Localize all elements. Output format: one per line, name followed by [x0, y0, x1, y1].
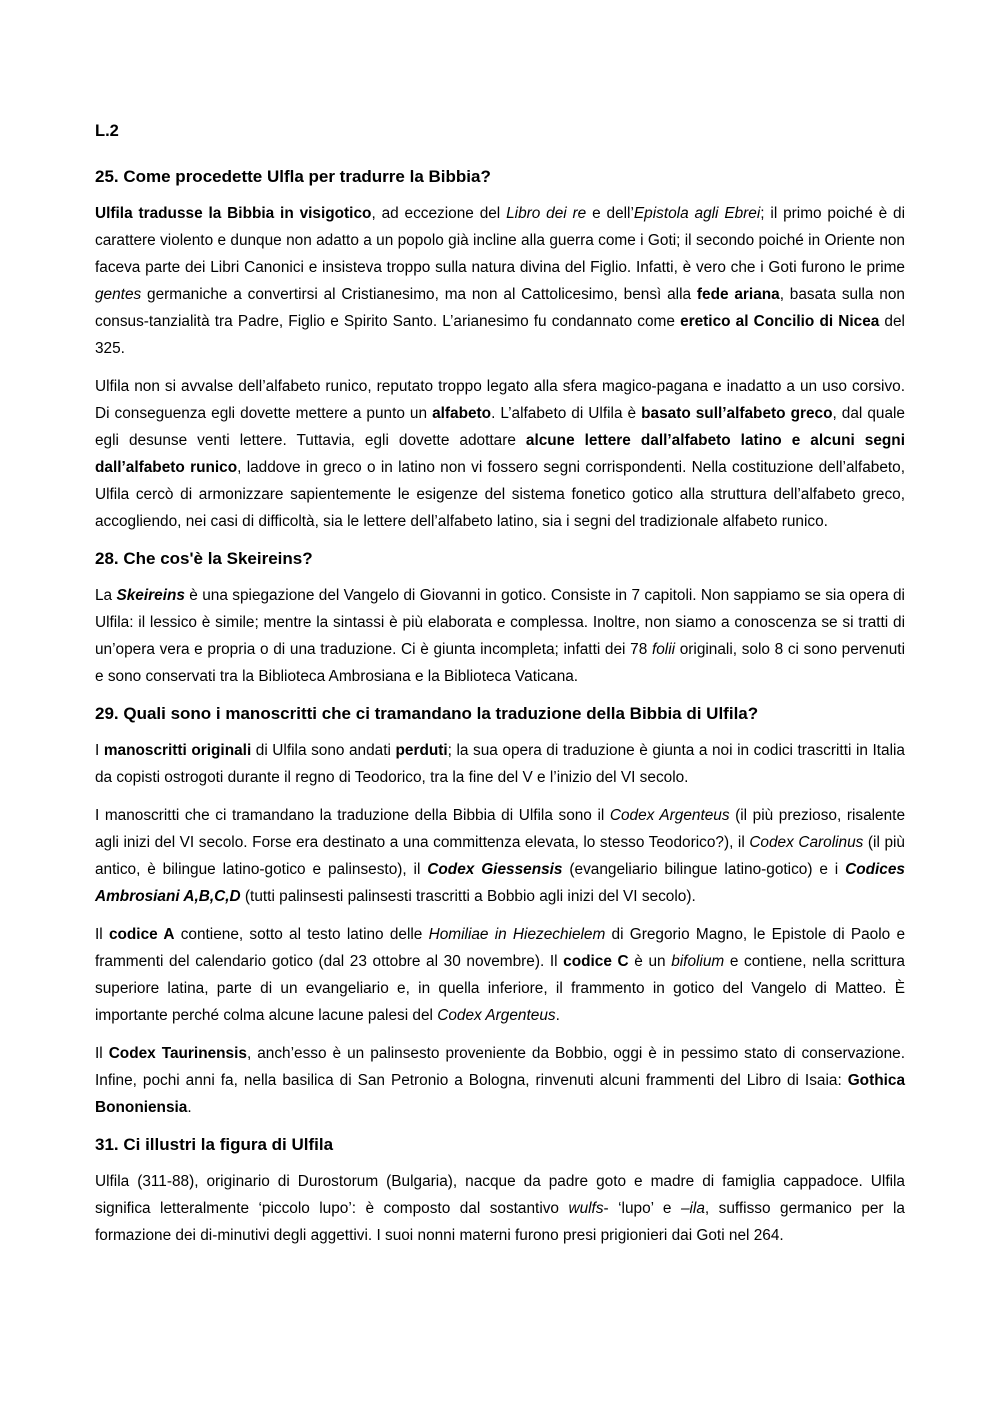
italic-text: wulfs	[568, 1200, 604, 1217]
section	[95, 546, 905, 690]
bold-text: eretico al Concilio di Nicea	[680, 313, 880, 330]
text-run: .	[187, 1099, 192, 1116]
italic-text: Codex Carolinus	[749, 834, 864, 851]
text-run: ; il primo poiché è di carattere violento e dunque non adatto a un popolo già incline alla guerra come i Goti; il secondo poiché in Oriente non faceva parte dei Libri Canonici e insisteva troppo sulla natura divina del Figlio. Infatti, è vero che i Goti furono le prime	[95, 205, 906, 276]
text-run: germaniche a convertirsi al Cristianesimo, ma non al Cattolicesimo, bensì alla	[141, 286, 697, 303]
bold-text: basato sull’alfabeto greco	[641, 405, 833, 422]
text-run: . L’alfabeto di Ulfila è	[491, 405, 642, 422]
bold-italic-text: Codices Ambrosiani A,B,C,D	[95, 861, 905, 905]
text-run: (tutti palinsesti palinsesti trascritti a Bobbio agli inizi del VI secolo).	[240, 888, 696, 905]
text-run: contiene, sotto al testo latino delle	[174, 926, 429, 943]
italic-text: –ila	[680, 1200, 705, 1217]
text-run: Ulfila non si avvalse dell’alfabeto runico, reputato troppo legato alla sfera magico-pagana e inadatto a un uso corsivo. Di conseguenza egli dovette mettere a punto un	[95, 378, 905, 422]
bold-text: fede ariana	[696, 286, 780, 303]
bold-text: codice A	[108, 926, 175, 943]
italic-text: Codex Argenteus	[609, 807, 730, 824]
section-title: 31. Ci illustri la figura di Ulfila	[95, 1135, 334, 1154]
paragraph	[95, 1040, 905, 1121]
text-run: , basata sulla non consus-tanzialità tra Padre, Figlio e Spirito Santo. L’arianesimo fu condannato come	[95, 286, 905, 330]
text-run: e contiene, nella scrittura superiore latina, parte di un evangeliario e, in quella inferiore, il frammento in gotico del Vangelo di Matteo. È importante perché colma alcune lacune palesi del	[95, 953, 905, 1024]
section-title: 29. Quali sono i manoscritti che ci tramandano la traduzione della Bibbia di Ulfila?	[95, 704, 759, 723]
bold-text: Ulfila tradusse la Bibbia in visigotico	[95, 205, 372, 222]
bold-italic-text: Skeireins	[116, 587, 185, 604]
paragraph	[95, 737, 905, 791]
lesson-label: L.2	[95, 122, 119, 140]
text-run: del 325.	[95, 313, 905, 357]
italic-text: Codex Argenteus	[437, 1007, 556, 1024]
text-run: Il	[95, 1045, 109, 1062]
text-run: di Gregorio Magno, le Epistole di Paolo e frammenti del calendario gotico (dal 23 ottobre al 30 novembre). Il	[95, 926, 905, 970]
section-title: 25. Come procedette Ulfla per tradurre la Bibbia?	[95, 167, 491, 186]
paragraph	[95, 200, 905, 362]
section	[95, 701, 905, 1121]
text-run: (il più prezioso, risalente agli inizi del VI secolo. Forse era destinato a una committenza elevata, lo stesso Teodorico?), il	[95, 807, 906, 851]
section-title: 28. Che cos'è la Skeireins?	[95, 549, 313, 568]
italic-text: Homiliae in Hiezechielem	[428, 926, 606, 943]
text-run: Ulfila (311-88), originario di Durostorum (Bulgaria), nacque da padre goto e madre di famiglia cappadoce. Ulfila significa letteralmente ‘piccolo lupo’: è composto dal sostantivo	[95, 1173, 905, 1217]
paragraph	[95, 802, 905, 910]
text-run: originali, solo 8 ci sono pervenuti e sono conservati tra la Biblioteca Ambrosiana e la Biblioteca Vaticana.	[95, 641, 905, 685]
bold-text: perduti	[395, 742, 448, 759]
italic-text: Libro dei re	[506, 205, 587, 222]
text-run: , ad eccezione del	[371, 205, 507, 222]
bold-text: codice C	[563, 953, 629, 970]
bold-text: manoscritti originali	[103, 742, 252, 759]
text-run: I	[95, 742, 104, 759]
text-run: (il più antico, è bilingue latino-gotico e palinsesto), il	[95, 834, 905, 878]
text-run: è una spiegazione del Vangelo di Giovanni in gotico. Consiste in 7 capitoli. Non sappiamo se sia opera di Ulfila: il lessico è simile; mentre la sintassi è più elaborata e complessa. Inoltre, non siamo a conoscenza se si tratti di un’opera vera e propria o di una traduzione. Ci è giunta incompleta; infatti dei 78	[95, 587, 905, 658]
section	[95, 1132, 905, 1249]
text-run: di Ulfila sono andati	[251, 742, 396, 759]
italic-text: bifolium	[671, 953, 725, 970]
text-run: è un	[628, 953, 672, 970]
text-run: , suffisso germanico per la formazione dei di-minutivi degli aggettivi. I suoi nonni materni furono presi prigionieri dai Goti nel 264.	[95, 1200, 905, 1244]
text-run: ; la sua opera di traduzione è giunta a noi in codici trascritti in Italia da copisti ostrogoti durante il regno di Teodorico, tra la fine del V e l’inizio del VI secolo.	[95, 742, 905, 786]
paragraph	[95, 921, 905, 1029]
text-run: Il	[95, 926, 109, 943]
sections-container	[95, 164, 905, 1249]
section	[95, 164, 905, 535]
text-run: , dal quale egli desunse venti lettere. Tuttavia, egli dovette adottare	[95, 405, 905, 449]
italic-text: Epistola agli Ebrei	[633, 205, 761, 222]
text-run: (evangeliario bilingue latino-gotico) e i	[562, 861, 846, 878]
bold-text: alfabeto	[432, 405, 492, 422]
text-run: .	[555, 1007, 560, 1024]
paragraph	[95, 373, 905, 535]
bold-italic-text: Codex Giessensis	[427, 861, 563, 878]
text-run: e dell’	[586, 205, 634, 222]
text-run: , anch’esso è un palinsesto proveniente da Bobbio, oggi è in pessimo stato di conservazione. Infine, pochi anni fa, nella basilica di San Petronio a Bologna, rinvenuti alcuni frammenti del Libro di Isaia:	[95, 1045, 905, 1089]
bold-text: alcune lettere dall’alfabeto latino e alcuni segni dall’alfabeto runico	[95, 432, 905, 476]
paragraph	[95, 582, 905, 690]
italic-text: gentes	[95, 286, 142, 303]
text-run: - ‘lupo’ e	[603, 1200, 681, 1217]
bold-text: Codex Taurinensis	[108, 1045, 247, 1062]
text-run: La	[95, 587, 117, 604]
italic-text: folii	[651, 641, 676, 658]
paragraph	[95, 1168, 905, 1249]
document-page	[95, 118, 905, 1260]
bold-text: Gothica Bononiensia	[95, 1072, 905, 1116]
text-run: , laddove in greco o in latino non vi fossero segni corrispondenti. Nella costituzione dell’alfabeto, Ulfila cercò di armonizzare sapientemente le esigenze del sistema fonetico gotico alla struttura dell’alfabeto greco, accogliendo, nei casi di difficoltà, sia le lettere dell’alfabeto latino, sia i segni del tradizionale alfabeto runico.	[95, 459, 905, 530]
text-run: I manoscritti che ci tramandano la traduzione della Bibbia di Ulfila sono il	[95, 807, 610, 824]
